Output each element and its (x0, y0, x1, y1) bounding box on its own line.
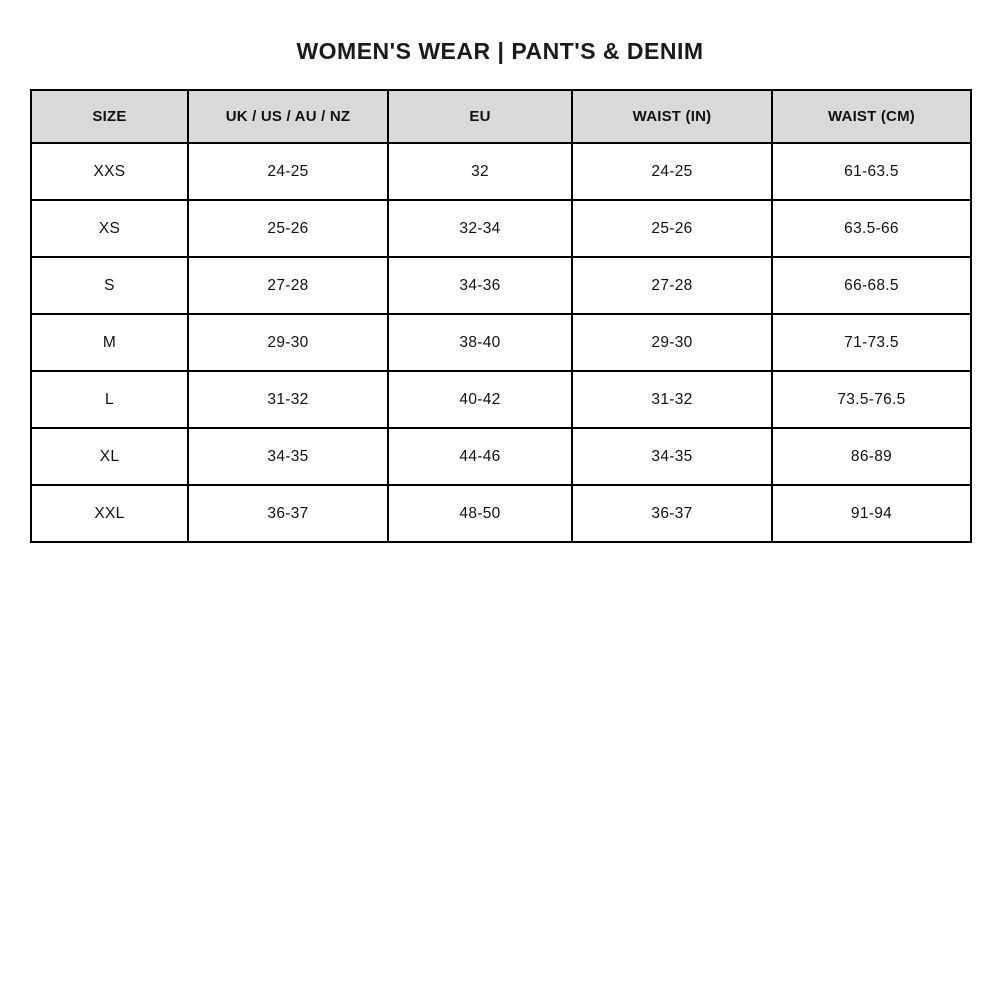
column-header-waist-cm: WAIST (CM) (772, 90, 971, 143)
cell-uk-size: 34-35 (188, 428, 388, 485)
size-chart-table (30, 89, 972, 543)
cell-waist-in: 25-26 (572, 200, 772, 257)
cell-waist-cm: 66-68.5 (772, 257, 971, 314)
cell-size: S (31, 257, 188, 314)
column-header-size: SIZE (31, 90, 188, 143)
cell-waist-in: 31-32 (572, 371, 772, 428)
cell-size: L (31, 371, 188, 428)
cell-eu-size: 40-42 (388, 371, 572, 428)
table-row-xxl (31, 485, 971, 542)
table-row-xs (31, 200, 971, 257)
cell-eu-size: 38-40 (388, 314, 572, 371)
table-row-l (31, 371, 971, 428)
cell-waist-in: 34-35 (572, 428, 772, 485)
page-title: WOMEN'S WEAR | PANT'S & DENIM (296, 38, 704, 64)
table-row-m (31, 314, 971, 371)
cell-waist-in: 24-25 (572, 143, 772, 200)
cell-uk-size: 31-32 (188, 371, 388, 428)
column-header-eu: EU (388, 90, 572, 143)
cell-waist-cm: 61-63.5 (772, 143, 971, 200)
table-row-s (31, 257, 971, 314)
size-chart-table-container (30, 89, 970, 543)
cell-uk-size: 24-25 (188, 143, 388, 200)
column-header-uk-us-au-nz: UK / US / AU / NZ (188, 90, 388, 143)
cell-waist-in: 27-28 (572, 257, 772, 314)
cell-eu-size: 48-50 (388, 485, 572, 542)
cell-size: XXS (31, 143, 188, 200)
table-row-xl (31, 428, 971, 485)
cell-eu-size: 44-46 (388, 428, 572, 485)
cell-waist-cm: 91-94 (772, 485, 971, 542)
cell-uk-size: 29-30 (188, 314, 388, 371)
cell-eu-size: 34-36 (388, 257, 572, 314)
table-row-xxs (31, 143, 971, 200)
cell-eu-size: 32-34 (388, 200, 572, 257)
cell-waist-cm: 63.5-66 (772, 200, 971, 257)
header-row (31, 90, 971, 143)
cell-waist-cm: 73.5-76.5 (772, 371, 971, 428)
cell-size: XS (31, 200, 188, 257)
cell-uk-size: 25-26 (188, 200, 388, 257)
cell-waist-cm: 71-73.5 (772, 314, 971, 371)
cell-waist-in: 29-30 (572, 314, 772, 371)
cell-size: XXL (31, 485, 188, 542)
column-header-waist-in: WAIST (IN) (572, 90, 772, 143)
cell-size: M (31, 314, 188, 371)
cell-uk-size: 36-37 (188, 485, 388, 542)
cell-uk-size: 27-28 (188, 257, 388, 314)
cell-size: XL (31, 428, 188, 485)
cell-waist-in: 36-37 (572, 485, 772, 542)
cell-waist-cm: 86-89 (772, 428, 971, 485)
cell-eu-size: 32 (388, 143, 572, 200)
